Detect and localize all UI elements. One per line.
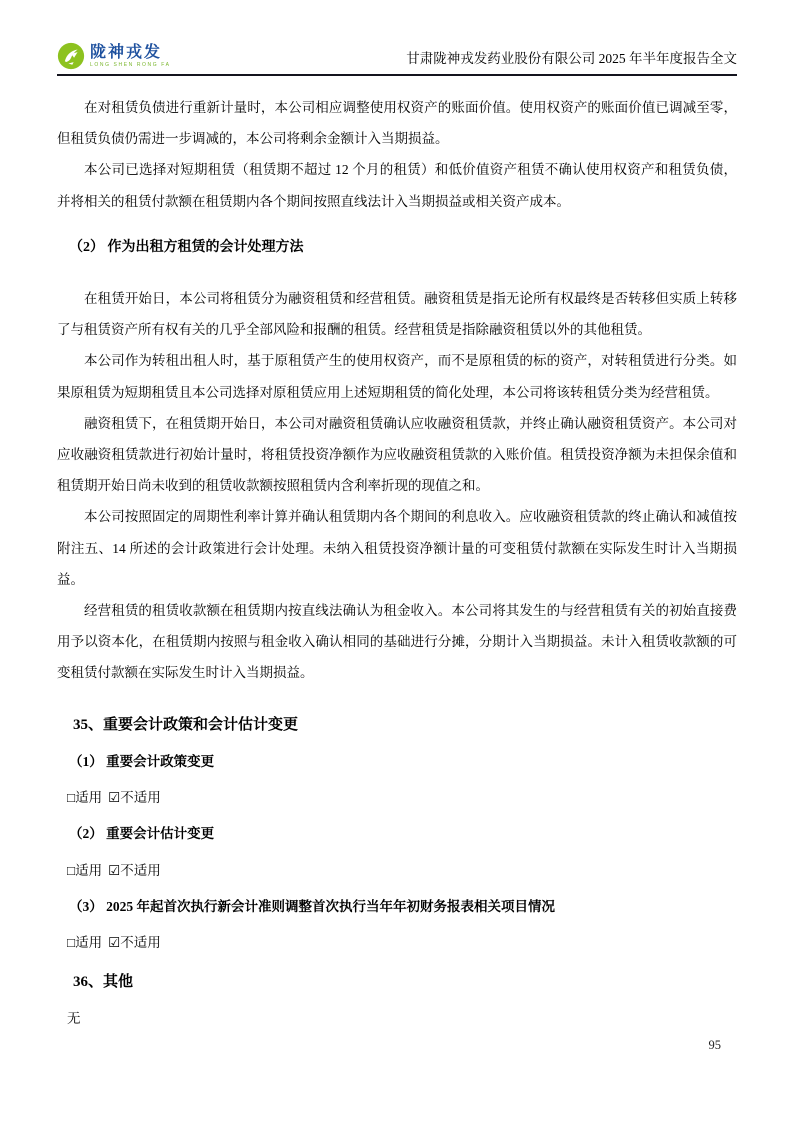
not-applicable-label: 不适用 [120, 790, 161, 806]
applicable-label: 适用 [75, 790, 103, 806]
checkbox-unchecked-icon: □ [67, 934, 76, 950]
paragraph-lease-classification: 在租赁开始日，本公司将租赁分为融资租赁和经营租赁。融资租赁是指无论所有权最终是否转移但实质上转移了与租赁资产所有权有关的几乎全部风险和报酬的租赁。经营租赁是指除融资租赁以外的其他租赁。 [57, 291, 737, 338]
brand-name: 陇神戎发 [90, 43, 163, 61]
page-header [57, 42, 737, 76]
not-applicable-label: 不适用 [120, 862, 161, 878]
paragraph-operating-lease: 经营租赁的租赁收款额在租赁期内按直线法确认为租金收入。本公司将其发生的与经营租赁有关的初始直接费用予以资本化，在租赁期内按照与租金收入确认相同的基础进行分摊，分期计入当期损益。未计入租赁收款额的可变租赁付款额在实际发生时计入当期损益。 [57, 603, 737, 681]
logo-text [90, 45, 171, 68]
report-title: 甘肃陇神戎发药业股份有限公司 2025 年半年度报告全文 [406, 51, 737, 66]
applicability-options-2 [67, 862, 737, 880]
applicability-options-1 [67, 789, 737, 807]
section-36-content: 无 [67, 1011, 81, 1027]
section-35-heading: 35、重要会计政策和会计估计变更 [73, 716, 299, 733]
applicability-options-3 [67, 934, 737, 952]
brand-subtitle: LONG SHEN RONG FA [90, 61, 171, 68]
paragraph-sublease: 本公司作为转租出租人时，基于原租赁产生的使用权资产，而不是原租赁的标的资产，对转租赁进行分类。如果原租赁为短期租赁且本公司选择对原租赁应用上述短期租赁的简化处理，本公司将该转租赁分类为经营租赁。 [57, 353, 737, 400]
paragraph-short-term-lease: 本公司已选择对短期租赁（租赁期不超过 12 个月的租赁）和低价值资产租赁不确认使用权资产和租赁负债，并将相关的租赁付款额在租赁期内各个期间按照直线法计入当期损益或相关资产成本。 [57, 162, 737, 209]
page-number: 95 [708, 1038, 721, 1052]
subsection-2-heading: （2） 重要会计估计变更 [69, 826, 215, 842]
applicable-label: 适用 [75, 934, 103, 950]
checkbox-checked-icon: ☑ [108, 790, 121, 806]
not-applicable-label: 不适用 [120, 934, 161, 950]
subsection-1-heading: （1） 重要会计政策变更 [69, 753, 215, 769]
applicable-label: 适用 [75, 862, 103, 878]
page-content [57, 92, 737, 1029]
section-36-heading: 36、其他 [73, 974, 134, 991]
paragraph-interest-income: 本公司按照固定的周期性利率计算并确认租赁期内各个期间的利息收入。应收融资租赁款的终止确认和减值按附注五、14 所述的会计政策进行会计处理。未纳入租赁投资净额计量的可变租赁付款额在实际发生时计入当期损益。 [57, 509, 737, 587]
checkbox-unchecked-icon: □ [67, 790, 76, 806]
company-logo [57, 42, 171, 70]
checkbox-checked-icon: ☑ [108, 862, 121, 878]
subsection-3-heading: （3） 2025 年起首次执行新会计准则调整首次执行当年年初财务报表相关项目情况 [69, 898, 555, 914]
lessor-accounting-heading: （2） 作为出租方租赁的会计处理方法 [69, 239, 304, 255]
paragraph-finance-lease: 融资租赁下，在租赁期开始日，本公司对融资租赁确认应收融资租赁款，并终止确认融资租赁资产。本公司对应收融资租赁款进行初始计量时，将租赁投资净额作为应收融资租赁款的入账价值。租赁投资净额为未担保余值和租赁期开始日尚未收到的租赁收款额按照租赁内含利率折现的现值之和。 [57, 415, 737, 494]
checkbox-checked-icon: ☑ [108, 934, 121, 950]
paragraph-lease-remeasure: 在对租赁负债进行重新计量时，本公司相应调整使用权资产的账面价值。使用权资产的账面价值已调减至零，但租赁负债仍需进一步调减的，本公司将剩余金额计入当期损益。 [57, 100, 737, 147]
checkbox-unchecked-icon: □ [67, 862, 76, 878]
logo-mark-icon [57, 42, 85, 70]
